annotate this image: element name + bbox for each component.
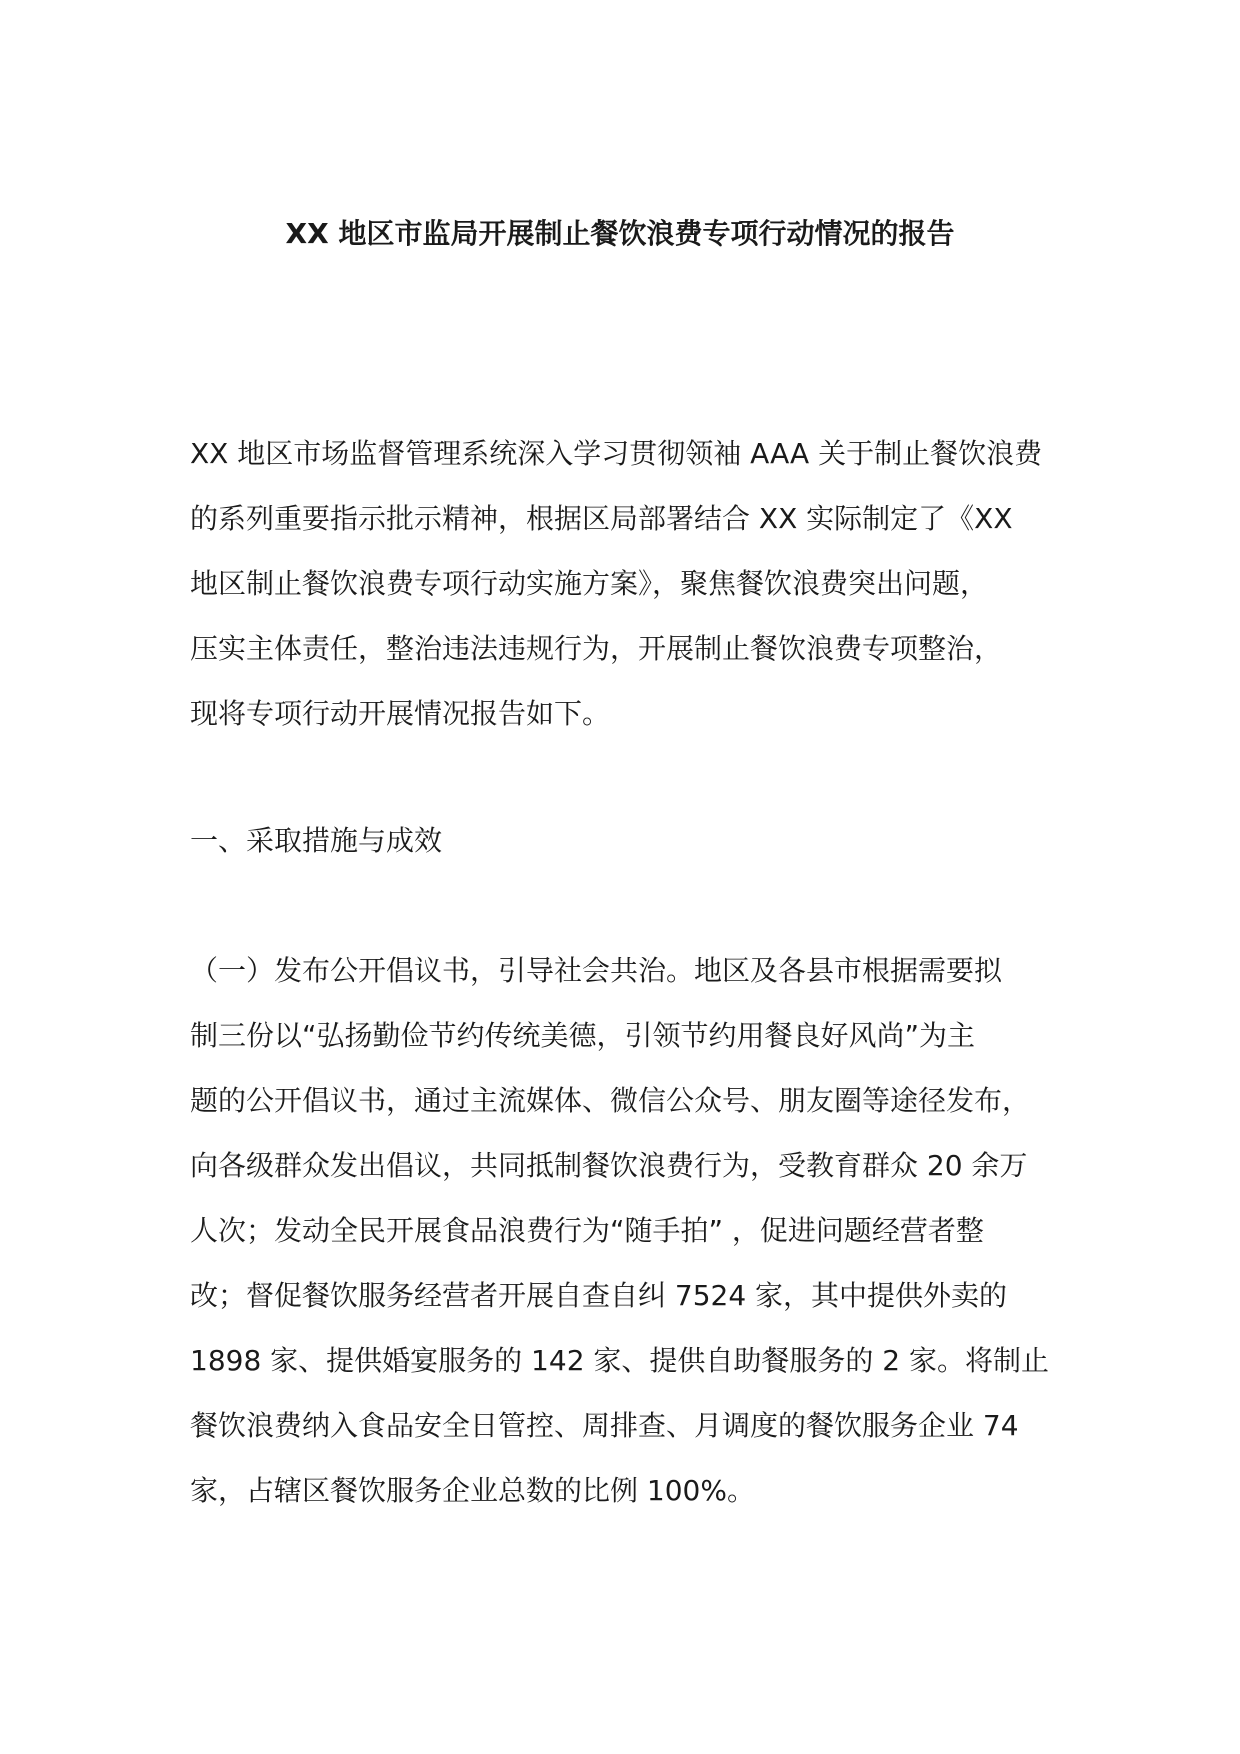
section-heading: 一、采取措施与成效: [190, 824, 443, 857]
intro-line: XX 地区市场监督管理系统深入学习贯彻领袖 AAA 关于制止餐饮浪费: [190, 437, 1043, 470]
intro-paragraph: [190, 421, 1070, 746]
section1-line: （一）发布公开倡议书，引导社会共治。地区及各县市根据需要拟: [190, 954, 1003, 987]
section1-line: 向各级群众发出倡议，共同抵制餐饮浪费行为，受教育群众 20 余万: [190, 1149, 1028, 1182]
intro-line: 地区制止餐饮浪费专项行动实施方案》，聚焦餐饮浪费突出问题，: [190, 567, 989, 600]
intro-line: 现将专项行动开展情况报告如下。: [190, 697, 611, 730]
section1-paragraph: [190, 938, 1070, 1523]
section1-line: 制三份以“弘扬勤俭节约传统美德，引领节约用餐良好风尚”为主: [190, 1019, 976, 1052]
section1-line: 餐饮浪费纳入食品安全日管控、周排查、月调度的餐饮服务企业 74: [190, 1409, 1019, 1442]
section1-line: 改；督促餐饮服务经营者开展自查自纠 7524 家，其中提供外卖的: [190, 1279, 1008, 1312]
section1-line: 家，占辖区餐饮服务企业总数的比例 100%。: [190, 1474, 755, 1507]
intro-line: 的系列重要指示批示精神，根据区局部署结合 XX 实际制定了《XX: [190, 502, 1013, 535]
section1-line: 题的公开倡议书，通过主流媒体、微信公众号、朋友圈等途径发布，: [190, 1084, 1031, 1117]
intro-line: 压实主体责任，整治违法违规行为，开展制止餐饮浪费专项整治，: [190, 632, 1003, 665]
document-title: XX 地区市监局开展制止餐饮浪费专项行动情况的报告: [285, 217, 955, 250]
section1-line: 1898 家、提供婚宴服务的 142 家、提供自助餐服务的 2 家。将制止: [190, 1344, 1050, 1377]
section1-line: 人次；发动全民开展食品浪费行为“随手拍” ，促进问题经营者整: [190, 1214, 984, 1247]
